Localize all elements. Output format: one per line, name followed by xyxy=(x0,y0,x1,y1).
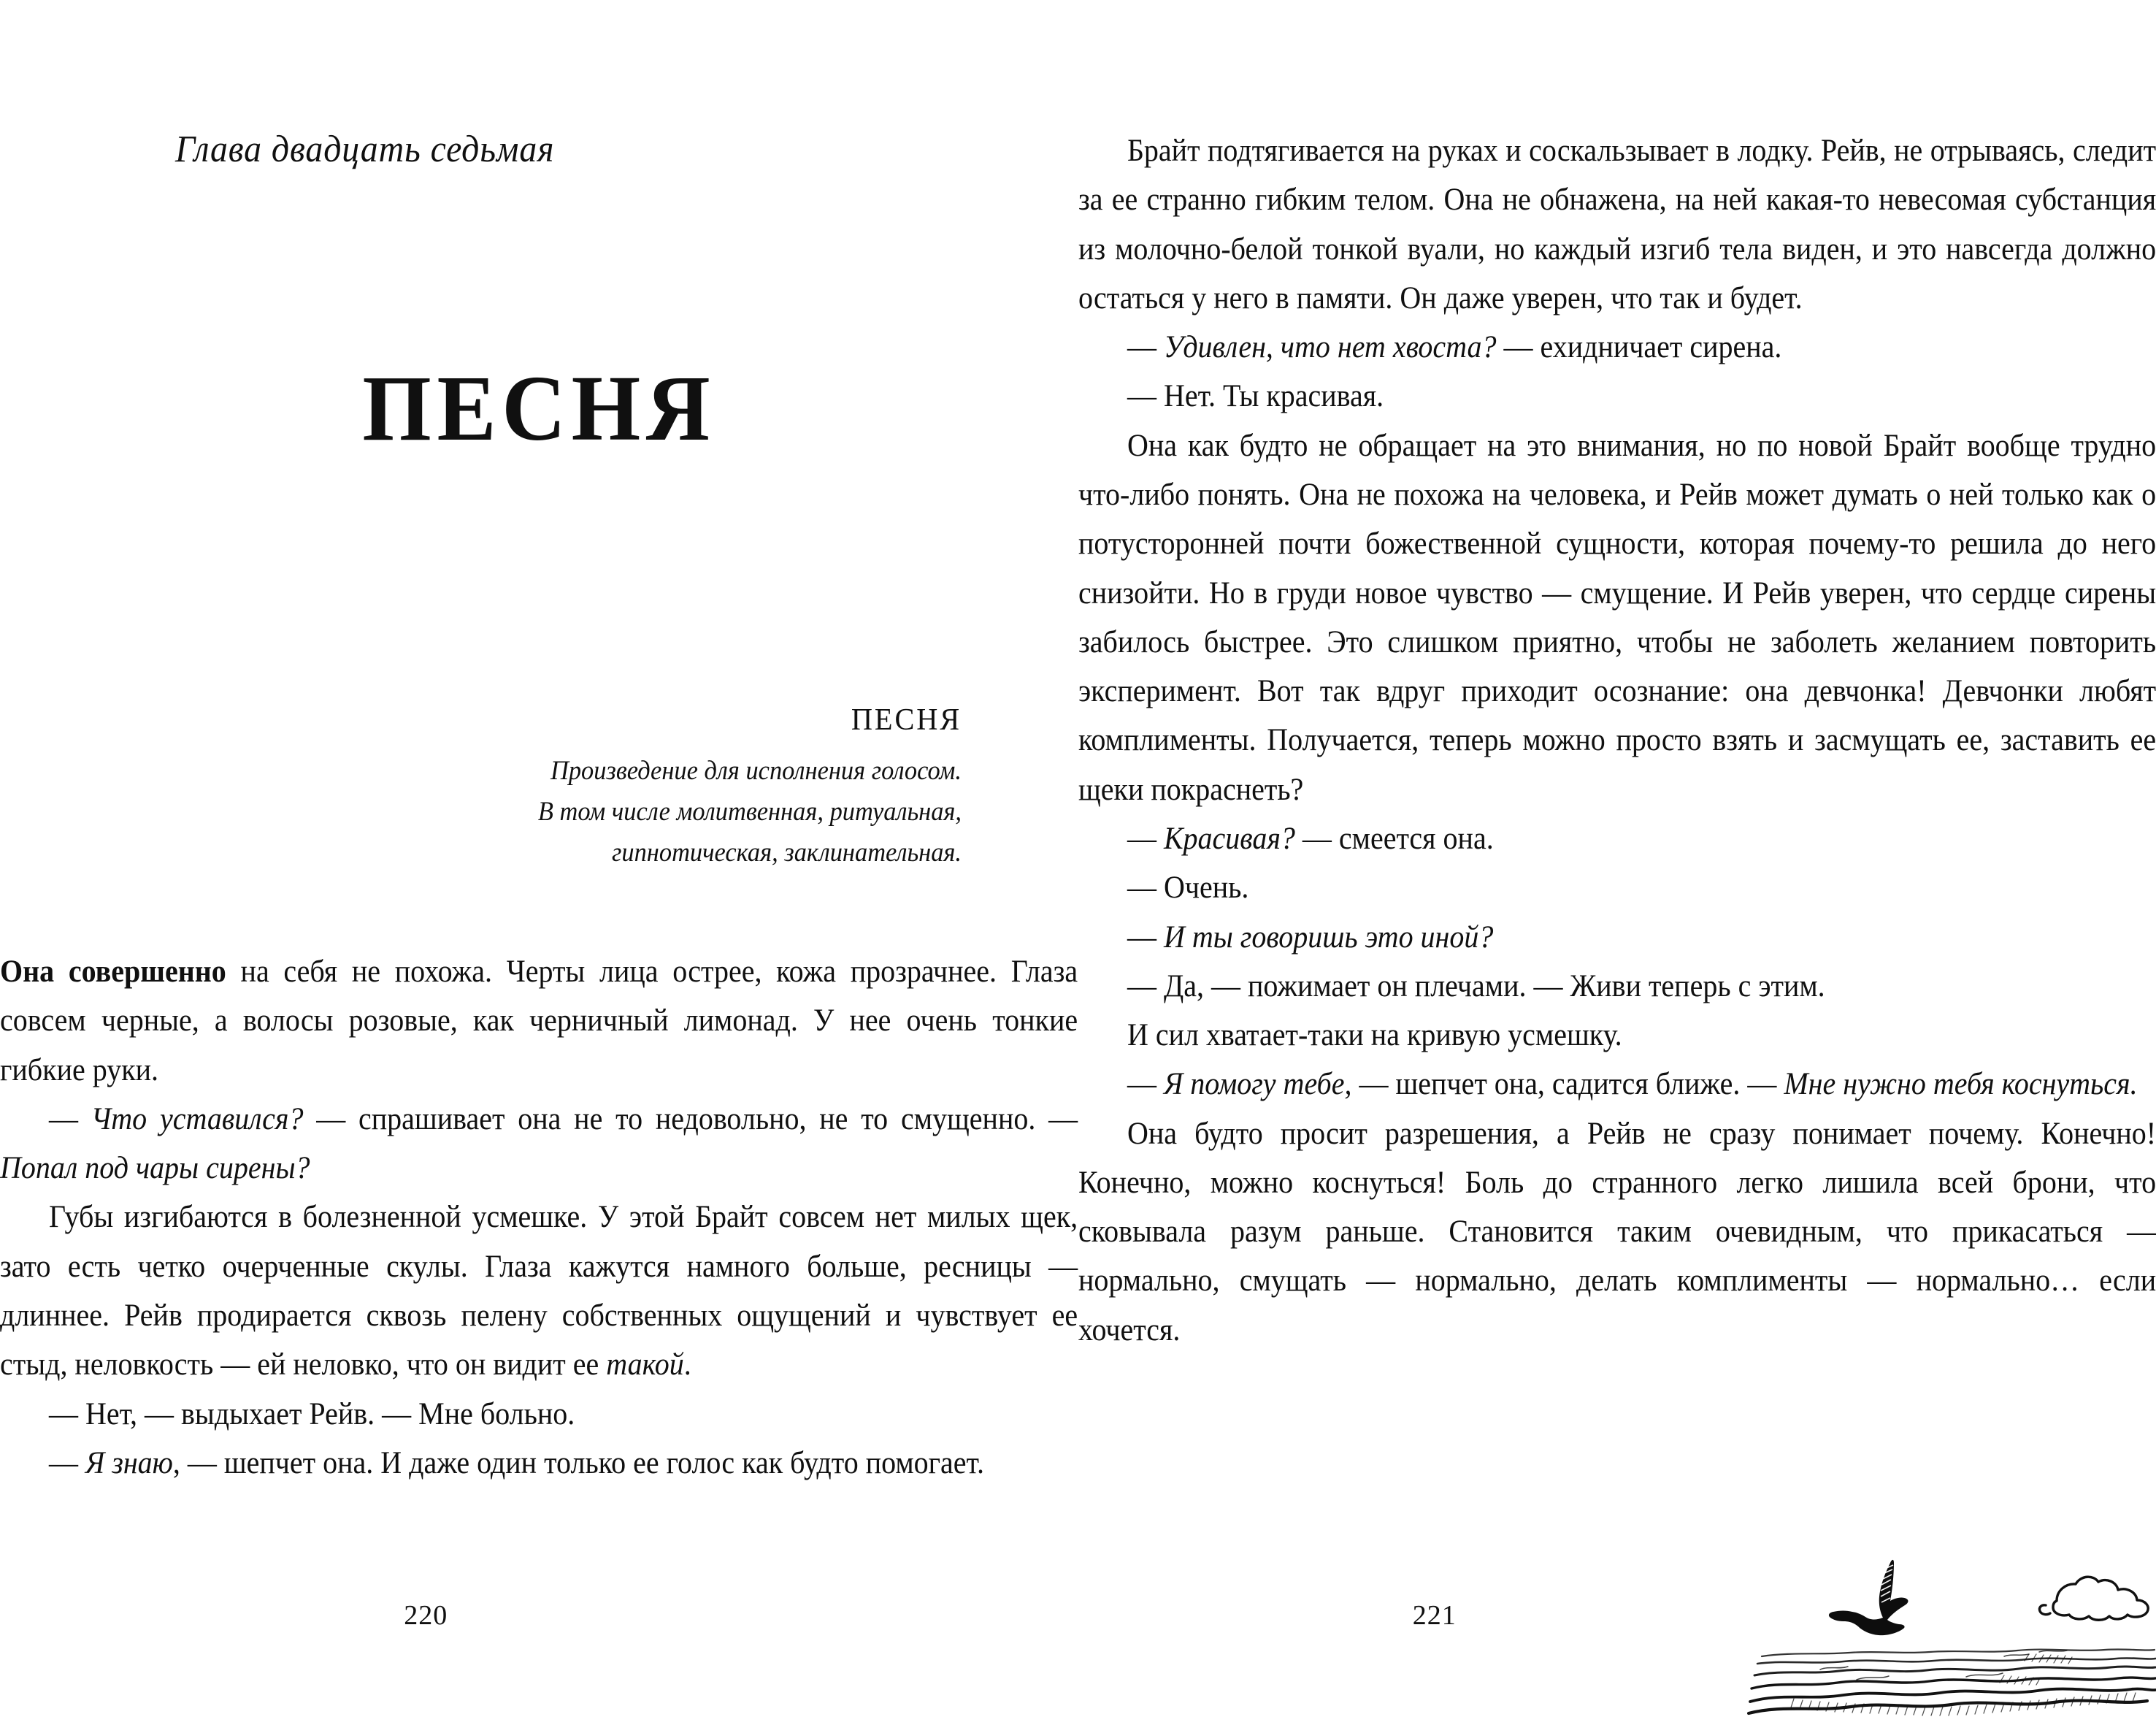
paragraph xyxy=(1078,372,2156,421)
paragraph xyxy=(0,1390,1078,1439)
sea-waves-icon xyxy=(1749,1649,2155,1716)
paragraph-text: Брайт подтягивается на руках и соскальзывает в лодку. Рейв, не отрываясь, следит за ее странно гибким телом. Она не обнажена, на ней какая-то невесомая субстанция из молочно-белой тонкой вуали, но каждый изгиб тела виден, и это навсегда должно остаться у него в памяти. Он даже уверен, что так и будет. xyxy=(1078,134,2156,315)
page-number: 221 xyxy=(1412,1600,1457,1631)
paragraph xyxy=(0,947,1078,1095)
chapter-title: ПЕСНЯ xyxy=(362,356,716,460)
right-page xyxy=(1078,0,2156,1725)
paragraph xyxy=(1078,913,2156,962)
epigraph-heading: ПЕСНЯ xyxy=(851,703,962,737)
paragraph-text: — спрашивает она не то недовольно, не то смущенно. — xyxy=(303,1101,1078,1136)
dialogue-dash: — xyxy=(1127,330,1164,365)
epigraph-line-3: гипнотическая, заклинательная. xyxy=(611,838,962,868)
paragraph-text: Губы изгибаются в болезненной усмешке. У этой Брайт совсем нет милых щек, зато есть четко очерченные скулы. Глаза кажутся намного больше, ресницы — длиннее. Рейв продирается сквозь пелену собственных ощущений и чувствует ее стыд, неловкость — ей неловко, что он видит ее xyxy=(0,1200,1078,1382)
italic-phrase: Попал под чары сирены? xyxy=(0,1151,310,1186)
paragraph xyxy=(1078,814,2156,863)
italic-phrase: такой xyxy=(606,1347,684,1382)
paragraph xyxy=(1078,863,2156,912)
chapter-label: Глава двадцать седьмая xyxy=(175,129,555,170)
page-number: 220 xyxy=(404,1600,448,1631)
paragraph-text: Она будто просит разрешения, а Рейв не сразу понимает почему. Конечно! Конечно, можно коснуться! Боль до странного легко лишила всей брони, что сковывала разум раньше. Становится таким очевидным, что прикасаться — нормально, смущать — нормально, делать комплименты — нормально… если хочется. xyxy=(1078,1116,2156,1347)
dialogue-dash: — xyxy=(48,1445,85,1480)
epigraph-block xyxy=(377,697,962,874)
paragraph-text: Она как будто не обращает на это внимания, но по новой Брайт вообще трудно что-либо понять. Она не похожа на человека, и Рейв может думать о ней только как о потусторонней почти божественной сущности, которая почему-то решила до него снизойти. Но в груди новое чувство — смущение. И Рейв уверен, что сердце сирены забилось быстрее. Это слишком приятно, чтобы не заболеть желанием повторить эксперимент. Вот так вдруг приходит осознание: она девчонка! Девчонки любят комплименты. Получается, теперь можно просто взять и засмущать ее, заставить ее щеки покраснеть? xyxy=(1078,428,2156,807)
paragraph xyxy=(1078,323,2156,372)
paragraph-text: — Да, — пожимает он плечами. — Живи теперь с этим. xyxy=(1127,968,1825,1003)
epigraph-line-2: В том числе молитвенная, ритуальная, xyxy=(537,797,962,827)
left-page-body xyxy=(0,947,1078,1488)
dialogue-dash: — xyxy=(1127,1067,1164,1102)
paragraph xyxy=(1078,1011,2156,1060)
paragraph xyxy=(0,1095,1078,1193)
italic-phrase: Мне нужно тебя коснуться. xyxy=(1783,1067,2138,1102)
right-page-body xyxy=(1078,126,2156,1355)
paragraph xyxy=(0,1193,1078,1389)
paragraph-text: — Нет, — выдыхает Рейв. — Мне больно. xyxy=(48,1396,575,1431)
paragraph xyxy=(0,1439,1078,1488)
decorative-vignette xyxy=(1747,1513,2156,1725)
paragraph-text: — ехидничает сирена. xyxy=(1496,330,1781,365)
paragraph xyxy=(1078,421,2156,814)
paragraph xyxy=(1078,126,2156,323)
paragraph xyxy=(1078,962,2156,1011)
paragraph-text: . xyxy=(683,1347,691,1382)
italic-phrase: Красивая? xyxy=(1163,821,1295,856)
paragraph-text: — шепчет она, садится ближе. — xyxy=(1351,1067,1784,1102)
paragraph-text: , — шепчет она. И даже один только ее голос как будто помогает. xyxy=(172,1445,985,1480)
paragraph-text: на себя не похожа. Черты лица острее, кожа прозрачнее. Глаза совсем черные, а волосы розовые, как черничный лимонад. У нее очень тонкие гибкие руки. xyxy=(0,955,1078,1087)
paragraph-text: И сил хватает-таки на кривую усмешку. xyxy=(1127,1018,1622,1053)
paragraph-text: — Нет. Ты красивая. xyxy=(1127,379,1384,414)
dialogue-dash: — xyxy=(1127,919,1164,955)
dialogue-dash: — xyxy=(48,1101,91,1136)
epigraph-line-1: Произведение для исполнения голосом. xyxy=(550,756,962,786)
bird-icon xyxy=(1829,1560,1908,1635)
cloud-icon xyxy=(2039,1577,2148,1620)
paragraph-text: — смеется она. xyxy=(1294,821,1494,856)
italic-phrase: И ты говоришь это иной? xyxy=(1163,919,1493,955)
italic-phrase: Что уставился? xyxy=(91,1101,304,1136)
paragraph-lead-in: Она совершенно xyxy=(0,955,226,989)
dialogue-dash: — xyxy=(1127,821,1164,856)
italic-phrase: Я знаю xyxy=(85,1445,173,1480)
paragraph-text: — Очень. xyxy=(1127,871,1248,906)
italic-phrase: Я помогу тебе, xyxy=(1163,1067,1352,1102)
paragraph xyxy=(1078,1109,2156,1355)
paragraph xyxy=(1078,1060,2156,1109)
epigraph-definition xyxy=(418,751,962,874)
italic-phrase: Удивлен, что нет хвоста? xyxy=(1163,330,1497,365)
